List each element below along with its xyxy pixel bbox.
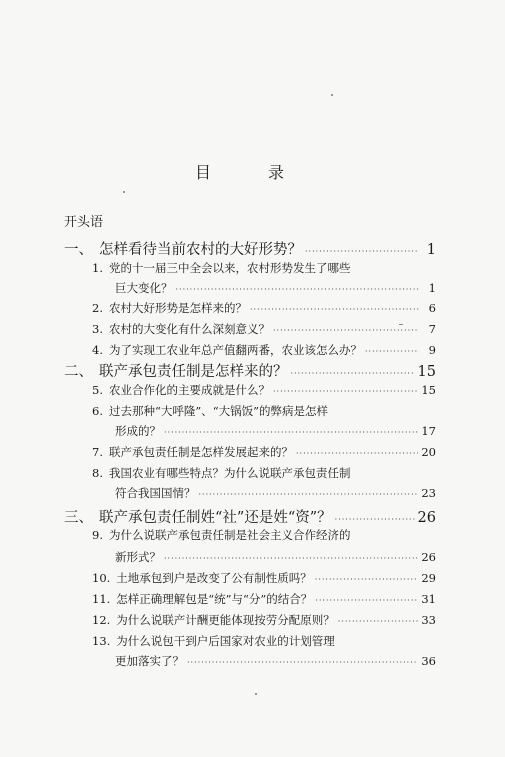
toc-text: 为了实现工农业年总产值翻两番，农业该怎么办？ (108, 343, 362, 357)
toc-number: 1. (92, 261, 103, 275)
toc-leader-dots (273, 326, 419, 335)
toc-page-number: 6 (428, 301, 436, 315)
toc-page-number: 26 (417, 510, 436, 526)
toc-text: 为什么说联产计酬更能体现按劳分配原则？ (116, 613, 335, 627)
toc-number: 8. (92, 466, 103, 480)
toc-entry (92, 403, 436, 419)
toc-section (64, 360, 436, 381)
toc-entry (92, 633, 436, 649)
toc-text: 农村的大变化有什么深刻意义？ (108, 322, 270, 336)
toc-leader-dots (164, 428, 418, 437)
toc-entry (92, 321, 436, 337)
toc-text: 符合我国国情？ (115, 486, 196, 500)
print-speck (331, 94, 333, 96)
toc-entry (92, 612, 436, 628)
toc-entry (92, 342, 436, 358)
toc-entry (92, 444, 436, 460)
toc-text: 怎样正确理解包是“统”与“分”的结合？ (116, 592, 313, 606)
toc-page-number: 9 (428, 343, 436, 357)
toc-text: 农业合作化的主要成就是什么？ (108, 383, 270, 397)
toc-entry (92, 382, 436, 398)
intro-label: 开头语 (64, 215, 104, 230)
toc-page-number: 17 (421, 424, 436, 438)
toc-page-number: 20 (421, 445, 436, 459)
toc-text: 联产承包责任制姓“社”还是姓“资”？ (99, 510, 332, 526)
toc-text: 土地承包到户是改变了公有制性质吗？ (116, 571, 312, 585)
toc-leader-dots (199, 490, 419, 499)
toc-page-number: 15 (417, 364, 436, 380)
toc-entry (115, 423, 436, 439)
print-mark (399, 324, 403, 325)
toc-text: 更加落实了？ (115, 654, 184, 668)
toc-number: 二、 (64, 364, 93, 380)
toc-leader-dots (315, 575, 419, 584)
toc-leader-dots (291, 369, 415, 378)
toc-leader-dots (296, 449, 418, 458)
toc-number: 4. (92, 343, 103, 357)
print-speck (123, 191, 125, 193)
toc-number: 2. (92, 301, 103, 315)
toc-leader-dots (365, 347, 419, 356)
toc-text: 我国农业有哪些特点？为什么说联产承包责任制 (108, 466, 351, 480)
toc-entry (115, 485, 436, 501)
toc-number: 3. (92, 322, 103, 336)
toc-text: 新形式？ (115, 550, 161, 564)
toc-page-number: 23 (421, 486, 436, 500)
toc-leader-dots (305, 247, 419, 256)
toc-text: 过去那种“大呼隆”、“大锅饭”的弊病是怎样 (108, 404, 328, 418)
toc-page-number: 29 (421, 571, 436, 585)
toc-text: 联产承包责任制是怎样来的？ (99, 364, 288, 380)
toc-number: 11. (92, 592, 111, 606)
toc-text: 农村大好形势是怎样来的？ (108, 301, 247, 315)
toc-page-number: 36 (421, 654, 436, 668)
toc-number: 一、 (64, 242, 93, 258)
toc-entry (92, 465, 436, 481)
toc-page-number: 7 (428, 322, 436, 336)
toc-text: 为什么说包干到户后国家对农业的计划管理 (116, 634, 335, 648)
toc-number: 10. (92, 571, 111, 585)
toc-leader-dots (338, 617, 419, 626)
toc-page-number: 31 (421, 592, 436, 606)
toc-leader-dots (273, 387, 418, 396)
toc-entry (92, 570, 436, 586)
toc-leader-dots (176, 285, 420, 294)
toc-leader-dots (187, 658, 418, 667)
page-title: 目 录 (194, 163, 311, 182)
toc-entry (92, 260, 436, 276)
toc-page-number: 15 (421, 383, 436, 397)
toc-section (64, 238, 436, 259)
toc-entry (115, 280, 436, 296)
toc-number: 12. (92, 613, 111, 627)
toc-text: 为什么说联产承包责任制是社会主义合作经济的 (108, 528, 351, 542)
toc-page-number: 33 (421, 613, 436, 627)
toc-entry (115, 653, 436, 669)
toc-entry (92, 300, 436, 316)
toc-leader-dots (164, 554, 418, 563)
print-speck (255, 693, 257, 695)
toc-page-number: 1 (428, 281, 436, 295)
toc-number: 5. (92, 383, 103, 397)
toc-number: 13. (92, 634, 111, 648)
toc-leader-dots (250, 305, 419, 314)
toc-text: 形成的？ (115, 424, 161, 438)
toc-number: 6. (92, 404, 103, 418)
toc-text: 党的十一届三中全会以来，农村形势发生了哪些 (108, 261, 351, 275)
toc-number: 7. (92, 445, 103, 459)
toc-text: 联产承包责任制是怎样发展起来的？ (108, 445, 293, 459)
toc-number: 三、 (64, 510, 93, 526)
toc-page-number: 26 (421, 550, 436, 564)
toc-entry (92, 527, 436, 543)
toc-leader-dots (315, 596, 418, 605)
toc-section (64, 506, 436, 527)
toc-entry (115, 549, 436, 565)
toc-number: 9. (92, 528, 103, 542)
toc-text: 巨大变化？ (115, 281, 173, 295)
toc-leader-dots (335, 515, 415, 524)
toc-text: 怎样看待当前农村的大好形势？ (99, 242, 302, 258)
toc-page-number: 1 (426, 242, 436, 258)
toc-entry (92, 591, 436, 607)
